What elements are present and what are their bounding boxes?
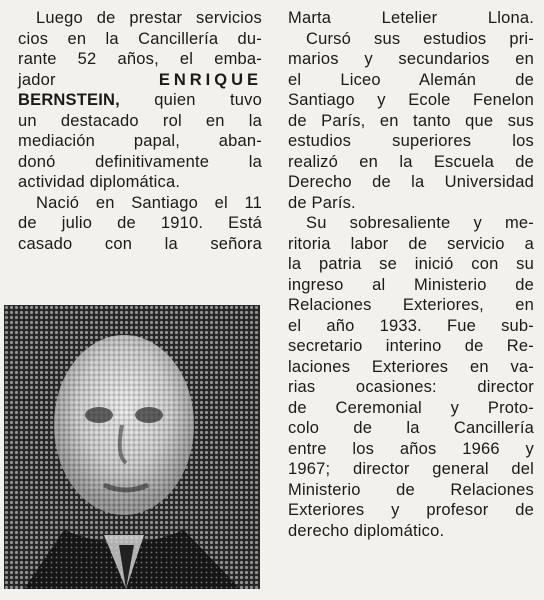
surname-highlight: BERNSTEIN,	[18, 91, 120, 109]
text-line: derecho diplomático.	[288, 521, 445, 540]
text-line: Ministerio de Relaciones	[288, 480, 534, 499]
text-line: Derecho de la Universidad	[288, 173, 534, 191]
text-line: ingreso al Ministerio de	[288, 275, 534, 294]
text-line: BERNSTEIN, quien tuvo	[18, 91, 262, 109]
text-line: secretario interino de Re-	[288, 337, 534, 355]
text-line: jador ENRIQUE	[18, 70, 262, 89]
text-line: de julio de 1910. Está	[18, 214, 262, 232]
text-line: el año 1933. Fue sub-	[288, 316, 534, 335]
text-line: 1967; director general del	[288, 460, 534, 478]
text-line: actividad diplomática.	[18, 173, 181, 191]
text-line: cios en la Cancillería du-	[18, 29, 262, 48]
text-line: mediación papal, aban-	[18, 132, 262, 150]
text-line: de Ceremonial y Proto-	[288, 398, 534, 417]
text-line: colo de la Cancillería	[288, 419, 534, 437]
halftone-portrait-image	[4, 305, 260, 589]
text-line: la patria se inició con su	[288, 255, 534, 273]
article-left-column	[18, 8, 262, 254]
text-line: Nació en Santiago el 11	[36, 193, 262, 212]
text-line: estudios superiores los	[288, 132, 534, 150]
text-line: entre los años 1966 y	[288, 439, 534, 458]
text-line: Relaciones Exteriores, en	[288, 296, 534, 314]
name-highlight: ENRIQUE	[158, 70, 262, 89]
text-line: rante 52 años, el emba-	[18, 50, 262, 68]
text-line: el Liceo Alemán de	[288, 70, 534, 89]
text-line: un destacado rol en la	[18, 111, 262, 130]
text-line: realizó en la Escuela de	[288, 152, 534, 171]
portrait-photo	[4, 305, 260, 589]
text-line: laciones Exteriores en va-	[288, 357, 534, 376]
text-line: de París.	[288, 193, 356, 212]
text-line: Marta Letelier Llona.	[288, 9, 534, 27]
text-line: donó definitivamente la	[18, 152, 262, 171]
text-line: casado con la señora	[18, 234, 262, 253]
text-line: marios y secundarios en	[288, 50, 534, 68]
text-line: ritoria labor de servicio a	[288, 234, 534, 253]
text-line: Su sobresaliente y me-	[306, 214, 534, 232]
text-line: Luego de prestar servicios	[36, 9, 262, 27]
text-line: rias ocasiones: director	[288, 378, 534, 396]
text-line: Exteriores y profesor de	[288, 501, 534, 519]
article-right-column	[288, 8, 534, 541]
text-line: de París, en tanto que sus	[288, 111, 534, 130]
text-line: Cursó sus estudios pri-	[306, 29, 534, 48]
text-line: Santiago y Ecole Fenelon	[288, 91, 534, 109]
